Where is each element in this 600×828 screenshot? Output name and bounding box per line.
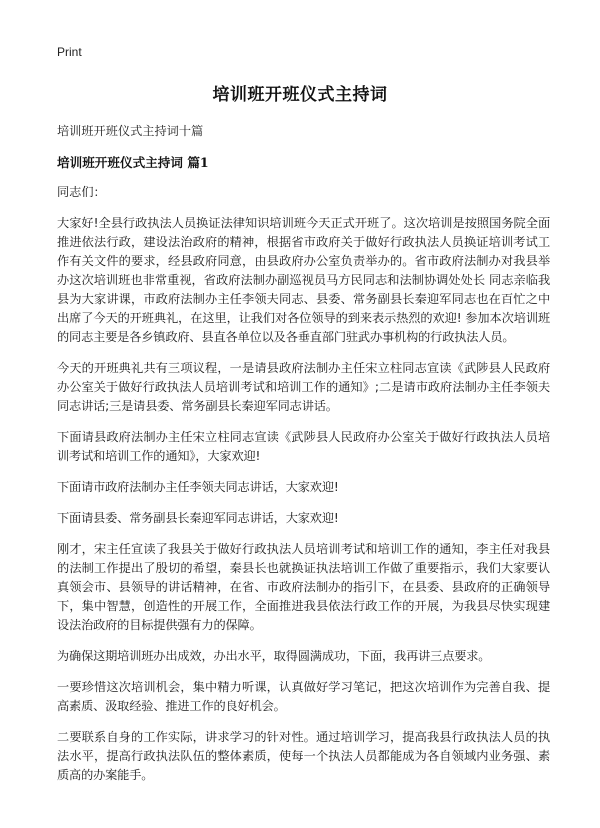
paragraph-4: 下面请市政府法制办主任李领夫同志讲话，大家欢迎!: [57, 480, 339, 494]
print-label[interactable]: Print: [57, 45, 82, 59]
paragraph-9: 二要联系自身的工作实际，讲求学习的针对性。通过培训学习，提高我县行政执法人员的执法水平，提高行政执法队伍的整体素质，使每一个执法人员都能成为各自领域内业务强、素质高的办案能手。: [57, 730, 550, 782]
document-body: [57, 122, 550, 797]
paragraph-1: 大家好!全县行政执法人员换证法律知识培训班今天正式开班了。这次培训是按照国务院全面推进依法行政，建设法治政府的精神，根据省市政府关于做好行政执法人员换证培训考试工作有关文件的要求，经县政府同意，由县政府办公室负责举办的。省市政府法制办对我县举办这次培训班也非常重视，省政府法制办副巡视员马方民同志和法制协调处处长 同志亲临我县为大家讲课，市政府法制办主任李领夫同志、县委、常务副县长秦迎军同志也在百忙之中出席了今天的开班典礼，在这里，让我们对各位领导的到来表示热烈的欢迎! 参加本次培训班的同志主要是各乡镇政府、县直各单位以及各垂直部门驻武办事机构的行政执法人员。: [57, 216, 550, 344]
paragraph-6: 刚才，宋主任宣读了我县关于做好行政执法人员培训考试和培训工作的通知，李主任对我县的法制工作提出了殷切的希望，秦县长也就换证执法培训工作做了重要指示，我们大家要认真领会市、县领导的讲话精神，在省、市政府法制办的指引下，在县委、县政府的正确领导下，集中智慧，创造性的开展工作，全面推进我县依法行政工作的开展，为我县尽快实现建设法治政府的目标提供强有力的保障。: [57, 542, 550, 632]
greeting-line: 同志们：: [57, 185, 106, 199]
paragraph-7: 为确保这期培训班办出成效，办出水平，取得圆满成功，下面，我再讲三点要求。: [57, 649, 491, 663]
section-heading: 培训班开班仪式主持词 篇1: [57, 155, 209, 170]
paragraph-3: 下面请县政府法制办主任宋立柱同志宣读《武陟县人民政府办公室关于做好行政执法人员培训考试和培训工作的通知》，大家欢迎!: [57, 430, 550, 463]
page-title: 培训班开班仪式主持词: [212, 85, 388, 105]
paragraph-5: 下面请县委、常务副县长秦迎军同志讲话，大家欢迎!: [57, 511, 339, 525]
paragraph-2: 今天的开班典礼共有三项议程，一是请县政府法制办主任宋立柱同志宣读《武陟县人民政府办公室关于做好行政执法人员培训考试和培训工作的通知》;二是请市政府法制办主任李领夫同志讲话;三是请县委、常务副县长秦迎军同志讲话。: [57, 361, 550, 413]
document-subtitle: 培训班开班仪式主持词十篇: [57, 124, 204, 138]
paragraph-8: 一要珍惜这次培训机会，集中精力听课，认真做好学习笔记，把这次培训作为完善自我、提高素质、汲取经验、推进工作的良好机会。: [57, 680, 550, 713]
